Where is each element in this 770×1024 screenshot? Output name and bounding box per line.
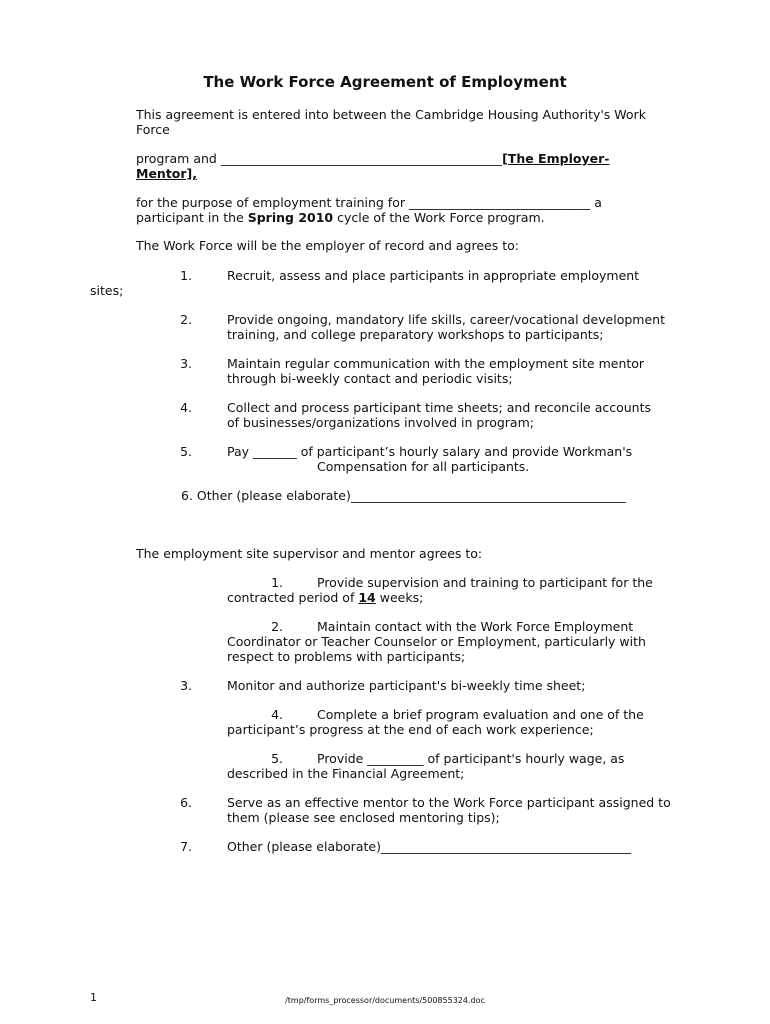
list-item-text: Maintain regular communication with the employment site mentor <box>227 356 645 371</box>
purpose-suffix: a <box>594 195 602 210</box>
list-item-number: 3. <box>180 356 192 371</box>
list-item-text: participant’s progress at the end of each work experience; <box>227 722 594 737</box>
workforce-heading: The Work Force will be the employer of record and agrees to: <box>136 238 519 253</box>
list-item-number: 1. <box>180 268 192 283</box>
list-item-text: Maintain contact with the Work Force Employment <box>317 619 634 634</box>
program-line <box>136 151 609 166</box>
purpose-line <box>136 195 602 210</box>
page-number: 1 <box>90 991 97 1004</box>
participant-suffix: cycle of the Work Force program. <box>337 210 545 225</box>
list-item-number: 4. <box>271 707 283 722</box>
list-item-text: Coordinator or Teacher Counselor or Employment, particularly with <box>227 634 646 649</box>
list-item-text: Compensation for all participants. <box>317 459 530 474</box>
list-item-text: Provide _________ of participant's hourly wage, as <box>317 751 625 766</box>
season-label: Spring 2010 <box>247 210 334 225</box>
employer-label: [The Employer- <box>502 151 610 166</box>
list-item-text: Monitor and authorize participant's bi-weekly time sheet; <box>227 678 586 693</box>
other-elaborate-field[interactable]: Other (please elaborate)____________________________________________ <box>196 488 626 503</box>
list-item-text: Pay _______ of participant’s hourly salary and provide Workman's <box>227 444 633 459</box>
supervisor-heading: The employment site supervisor and mentor agrees to: <box>136 546 483 561</box>
list-item-number: 6. <box>180 795 192 810</box>
list-item-text: described in the Financial Agreement; <box>227 766 465 781</box>
list-item-text: training, and college preparatory workshops to participants; <box>227 327 604 342</box>
participant-line <box>136 210 545 225</box>
program-prefix: program and <box>136 151 217 166</box>
list-item-number: 1. <box>271 575 283 590</box>
list-item-text: of businesses/organizations involved in program; <box>227 415 534 430</box>
list-item-text-overflow: sites; <box>90 283 124 298</box>
list-item-number: 3. <box>180 678 192 693</box>
document-title: The Work Force Agreement of Employment <box>203 73 567 91</box>
list-item-text: Serve as an effective mentor to the Work Force participant assigned to <box>227 795 671 810</box>
list-item-text <box>227 590 423 605</box>
participant-prefix: participant in the <box>136 210 244 225</box>
contract-period-suffix: weeks; <box>379 590 424 605</box>
list-item-text: Recruit, assess and place participants in appropriate employment <box>227 268 640 283</box>
footer-file-path: /tmp/forms_processor/documents/500855324.doc <box>285 996 485 1005</box>
list-item-number: 5. <box>180 444 192 459</box>
list-item-text: Provide supervision and training to participant for the <box>317 575 653 590</box>
participant-name-blank[interactable]: _____________________________ <box>408 195 591 210</box>
list-item-number: 6. <box>181 488 193 503</box>
list-item-text: Provide ongoing, mandatory life skills, career/vocational development <box>227 312 665 327</box>
list-item-text: Complete a brief program evaluation and one of the <box>317 707 644 722</box>
list-item-text: them (please see enclosed mentoring tips); <box>227 810 500 825</box>
list-item-number: 5. <box>271 751 283 766</box>
employer-label-cont: Mentor], <box>136 166 198 181</box>
list-item-number: 2. <box>180 312 192 327</box>
purpose-prefix: for the purpose of employment training for <box>136 195 405 210</box>
list-item-text: respect to problems with participants; <box>227 649 466 664</box>
list-item-text: Collect and process participant time sheets; and reconcile accounts <box>227 400 652 415</box>
intro-line-2: Force <box>136 122 170 137</box>
weeks-value: 14 <box>358 590 376 605</box>
list-item-other <box>181 488 626 503</box>
other-elaborate-field[interactable]: Other (please elaborate)________________________________________ <box>227 839 631 854</box>
intro-line-1: This agreement is entered into between the Cambridge Housing Authority's Work <box>136 107 646 122</box>
list-item-number: 2. <box>271 619 283 634</box>
list-item-text: through bi-weekly contact and periodic visits; <box>227 371 513 386</box>
employer-name-blank[interactable]: _____________________________________________ <box>220 151 503 166</box>
list-item-number: 7. <box>180 839 192 854</box>
contract-period-prefix: contracted period of <box>227 590 355 605</box>
list-item-number: 4. <box>180 400 192 415</box>
